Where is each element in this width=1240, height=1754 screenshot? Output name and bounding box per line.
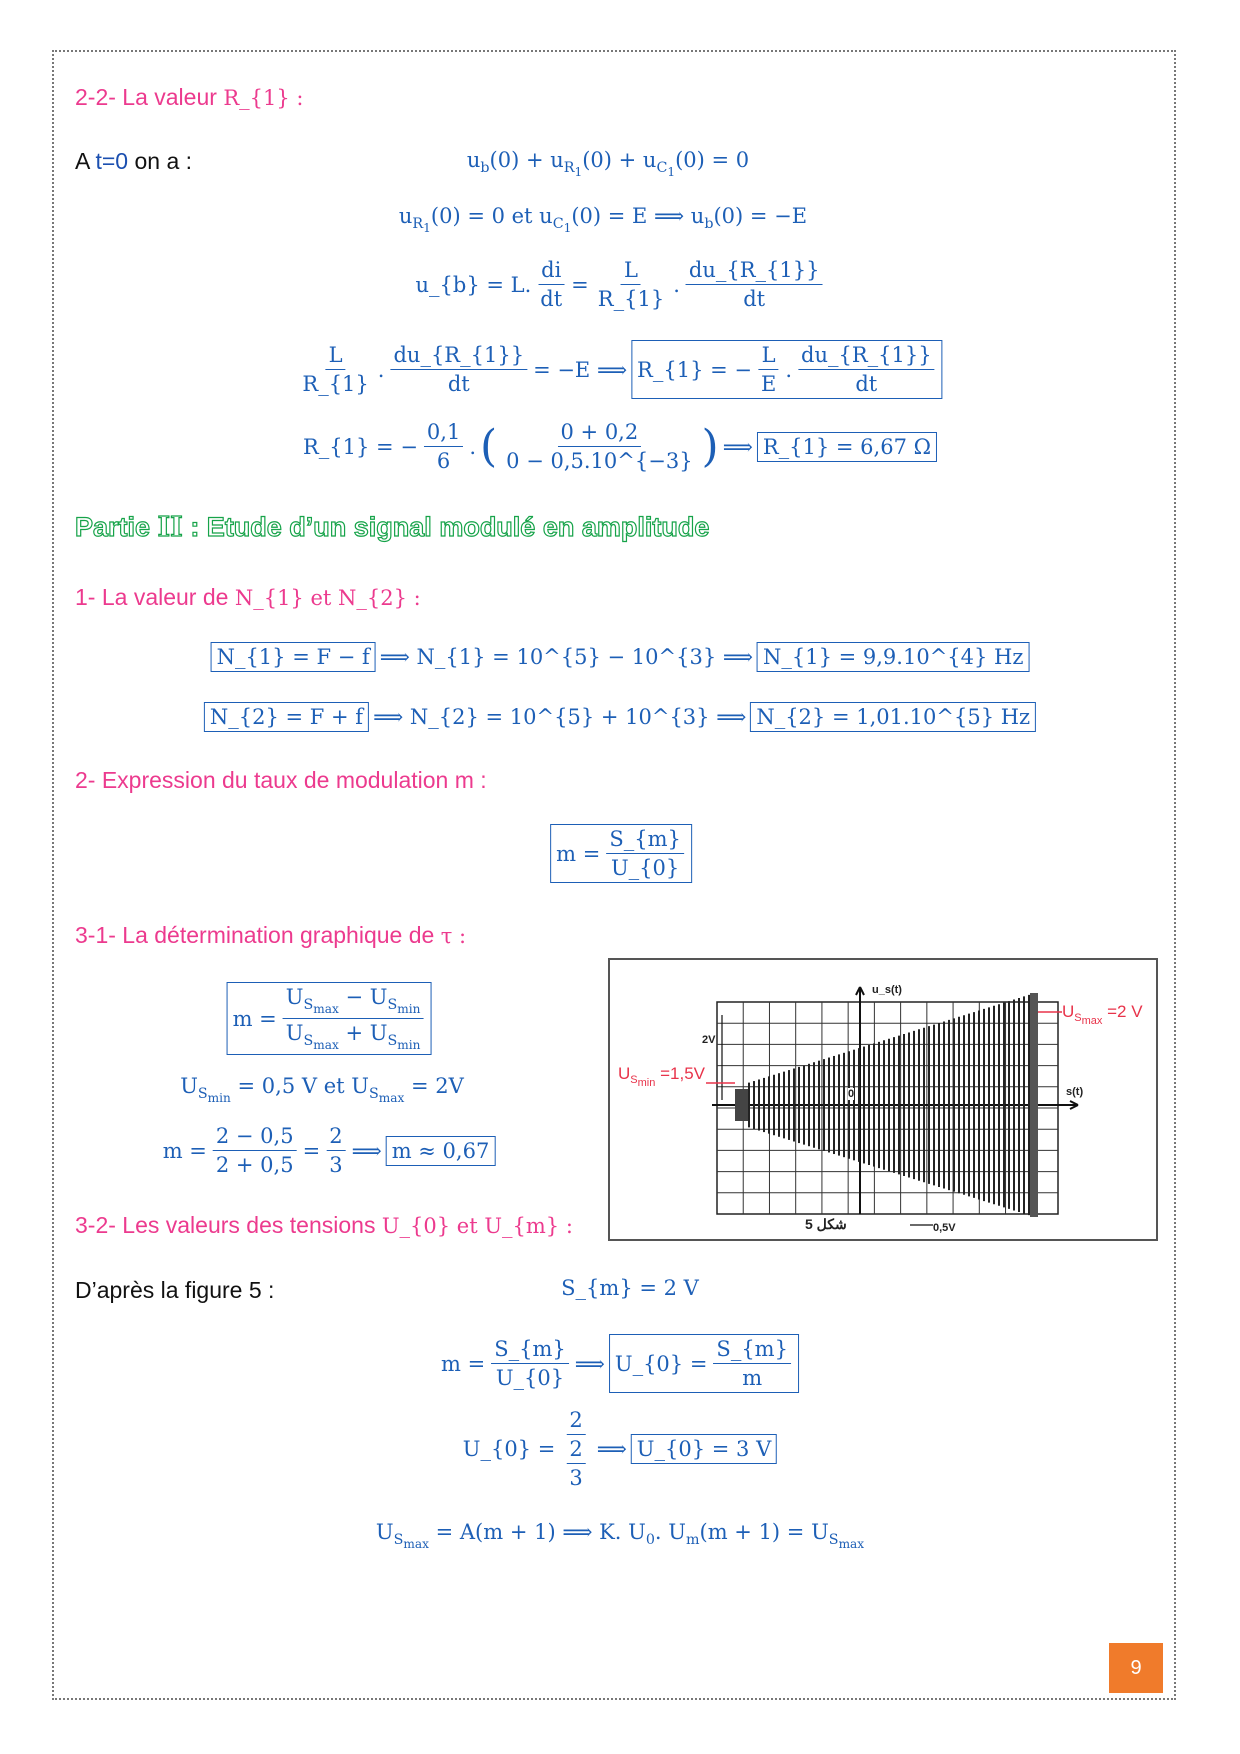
sm-value: S_{m} = 2 V <box>561 1276 699 1300</box>
origin-label: 0 <box>848 1088 855 1100</box>
equation-u0-value: U_{0} = $\frac{2}{\frac{2}{3}}$ ⟹ U_{0} = 3 V <box>463 1408 777 1490</box>
equation-m-definition: m = $\frac{S\_\{m\}}{U\_\{0\}}$ <box>550 824 692 883</box>
heading-3-1: 3-1- La détermination graphique de τ : <box>75 922 467 948</box>
part-2-title: Partie II : Etude d’un signal modulé en amplitude <box>75 512 710 543</box>
dapres-text: D’après la figure 5 : <box>75 1277 275 1303</box>
signal-start-band <box>735 1089 749 1121</box>
equation-ub: u_{b} = L. $\frac{di}{dt}$ = $\frac{L}{R\_\{1\}}$ . du_{R_{1}} dt <box>416 258 825 311</box>
equation-r1-expression: L R_{1} . $\frac{du\_\{R\_\{1\}\}}{dt}$ = −E ⟹ R_{1} = − $\frac{L}{E}$ . du_{R_{1}} dt <box>297 340 942 399</box>
horizontal-scale-label: 0,5V <box>933 1222 956 1234</box>
result-box: R_{1} = 6,67 Ω <box>757 432 937 462</box>
intro-t0: A t=0 on a : <box>75 148 193 174</box>
signal-end-band <box>1030 993 1038 1217</box>
equation-usmax: $U_{S_{max}} = A(m + 1)$ ⟹ K. $U_0$. $U_m(m + 1) = U_{S_{max}}$ <box>375 1520 865 1552</box>
vertical-scale-label: 2V <box>702 1034 716 1046</box>
heading-1: 1- La valeur de N_{1} et N_{2} : <box>75 584 421 610</box>
equation-u0-expression: m = $\frac{S\_\{m\}}{U\_\{0\}}$ ⟹ U_{0} = $\frac{S\_\{m\}}{m}$ <box>441 1334 799 1393</box>
heading-2-2: 2-2- La valeur R_{1} : <box>75 84 304 110</box>
x-axis-label: s(t) <box>1066 1086 1084 1098</box>
equation-r1-value: R_{1} = − $\frac{0,1}{6}$ . ( 0 + 0,2 0 − 0,5.10^{−3} ) ⟹ R_{1} = 6,67 Ω <box>303 420 937 473</box>
usmax-annotation: $U_{S_{max}} =2$ V <box>1062 1002 1143 1028</box>
equation-initial: $u_{R_1}(0) = 0$ et $u_{C_1}(0) = E$ ⟹ $u_b(0) = -E$ <box>398 204 808 236</box>
y-axis-label: u_s(t) <box>872 984 902 996</box>
usmin-annotation: $U_{S_{min}} =1,5V$ <box>618 1064 705 1090</box>
heading-2: 2- Expression du taux de modulation m : <box>75 767 487 793</box>
page-number: 9 <box>1109 1643 1163 1693</box>
equation-m-formula: m = $U_{S_{max}} - U_{S_{min}}$ $U_{S_{max}} + U_{S_{min}}$ <box>227 982 432 1055</box>
equation-kirchhoff: $u_b(0) + u_{R_1}(0) + u_{C_1}(0) = 0$ <box>466 148 750 180</box>
equation-n2: N_{2} = F + f ⟹ N_{2} = 10^{5} + 10^{3} ⟹ N_{2} = 1,01.10^{5} Hz <box>204 702 1036 732</box>
equation-n1: N_{1} = F − f ⟹ N_{1} = 10^{5} − 10^{3} ⟹ N_{1} = 9,9.10^{4} Hz <box>211 642 1030 672</box>
equation-m-calc: m = $\frac{2 - 0,5}{2 + 0,5}$ = $\frac{2}{3}$ ⟹ m ≈ 0,67 <box>163 1124 496 1177</box>
figure-5-oscillogram <box>608 958 1158 1241</box>
heading-3-2: 3-2- Les valeurs des tensions U_{0} et U_{m} : <box>75 1212 573 1238</box>
figure-caption: شكل 5 <box>805 1216 847 1232</box>
result-box: R_{1} = − $\frac{L}{E}$ . du_{R_{1}} dt <box>631 340 943 399</box>
values-usmin-usmax: $U_{S_{min}} = 0,5$ V et $U_{S_{max}} = 2V$ <box>180 1074 464 1106</box>
